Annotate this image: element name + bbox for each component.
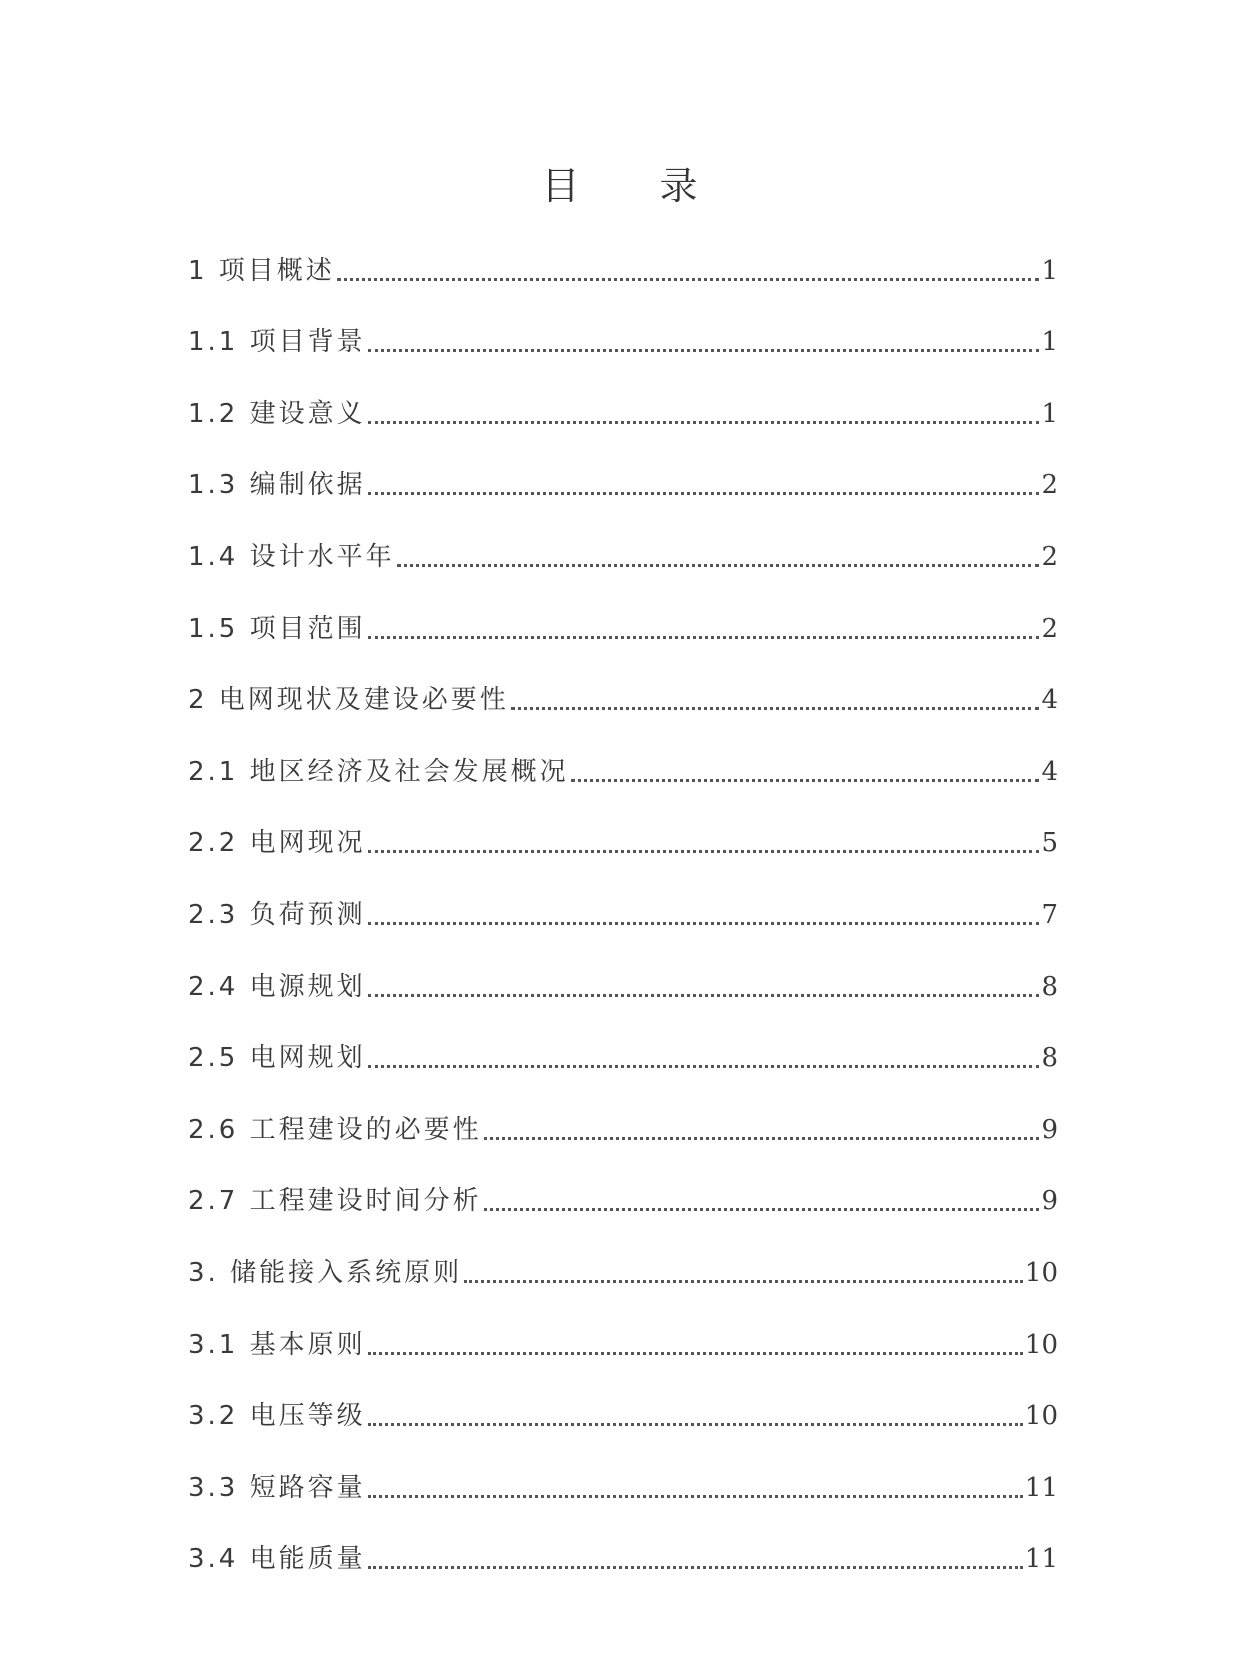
toc-entry[interactable] (188, 1525, 1058, 1597)
dot-leader (368, 636, 1040, 639)
toc-title: 目 录 (541, 164, 732, 208)
toc-entry[interactable] (188, 594, 1058, 666)
toc-entry[interactable] (188, 1095, 1058, 1167)
toc-entry-label: 1.3 编制依据 (188, 470, 366, 501)
dot-leader (397, 564, 1040, 567)
dot-leader (464, 1280, 1023, 1283)
toc-entry-label: 3.2 电压等级 (188, 1401, 366, 1432)
toc-entry-page: 1 (1041, 327, 1058, 358)
toc-entry-label: 2.4 电源规划 (188, 971, 366, 1002)
toc-entry-label: 3.1 基本原则 (188, 1329, 366, 1360)
dot-leader (368, 922, 1040, 925)
toc-entry-label: 1 项目概述 (188, 255, 335, 286)
toc-entry-label: 1.4 设计水平年 (188, 541, 395, 572)
toc-entry[interactable] (188, 737, 1058, 809)
toc-entry-page: 2 (1041, 541, 1058, 572)
table-of-contents (188, 236, 1058, 1596)
dot-leader (368, 1352, 1023, 1355)
toc-entry[interactable] (188, 451, 1058, 523)
toc-entry-page: 10 (1024, 1401, 1058, 1432)
toc-entry-label: 2 电网现状及建设必要性 (188, 685, 509, 716)
toc-entry-label: 2.3 负荷预测 (188, 899, 366, 930)
dot-leader (484, 1208, 1040, 1211)
toc-entry-page: 2 (1041, 470, 1058, 501)
toc-entry-page: 4 (1041, 685, 1058, 716)
toc-entry[interactable] (188, 1238, 1058, 1310)
toc-entry-page: 4 (1041, 756, 1058, 787)
toc-entry[interactable] (188, 379, 1058, 451)
dot-leader (368, 850, 1040, 853)
toc-entry-page: 9 (1041, 1114, 1058, 1145)
toc-entry-label: 3.4 电能质量 (188, 1544, 366, 1575)
toc-entry-label: 3. 储能接入系统原则 (188, 1257, 463, 1288)
dot-leader (368, 1065, 1040, 1068)
toc-entry-label: 1.5 项目范围 (188, 613, 366, 644)
toc-entry-page: 1 (1041, 255, 1058, 286)
toc-entry-page: 7 (1041, 899, 1058, 930)
dot-leader (368, 994, 1040, 997)
toc-entry-label: 2.1 地区经济及社会发展概况 (188, 756, 569, 787)
toc-entry[interactable] (188, 1382, 1058, 1454)
toc-entry-page: 8 (1041, 971, 1058, 1002)
toc-entry[interactable] (188, 308, 1058, 380)
toc-entry[interactable] (188, 880, 1058, 952)
toc-entry[interactable] (188, 952, 1058, 1024)
toc-entry-page: 1 (1041, 398, 1058, 429)
dot-leader (337, 278, 1040, 281)
toc-entry-page: 9 (1041, 1186, 1058, 1217)
toc-entry-label: 2.5 电网规划 (188, 1043, 366, 1074)
dot-leader (368, 1495, 1023, 1498)
toc-entry-label: 2.7 工程建设时间分析 (188, 1186, 482, 1217)
toc-entry-page: 10 (1024, 1257, 1058, 1288)
toc-entry[interactable] (188, 236, 1058, 308)
dot-leader (368, 349, 1040, 352)
toc-entry-page: 10 (1024, 1329, 1058, 1360)
toc-entry[interactable] (188, 1310, 1058, 1382)
dot-leader (368, 492, 1040, 495)
toc-entry-label: 1.2 建设意义 (188, 398, 366, 429)
dot-leader (368, 1423, 1023, 1426)
toc-entry-label: 1.1 项目背景 (188, 327, 366, 358)
toc-entry[interactable] (188, 522, 1058, 594)
dot-leader (368, 421, 1040, 424)
toc-entry[interactable] (188, 1167, 1058, 1239)
toc-entry[interactable] (188, 666, 1058, 738)
toc-entry-page: 5 (1041, 828, 1058, 859)
toc-entry[interactable] (188, 809, 1058, 881)
toc-entry-page: 8 (1041, 1043, 1058, 1074)
dot-leader (368, 1566, 1023, 1569)
dot-leader (571, 779, 1040, 782)
toc-entry-label: 2.2 电网现况 (188, 828, 366, 859)
toc-entry-page: 11 (1024, 1472, 1058, 1503)
toc-entry-label: 2.6 工程建设的必要性 (188, 1114, 482, 1145)
toc-entry[interactable] (188, 1024, 1058, 1096)
toc-entry[interactable] (188, 1453, 1058, 1525)
toc-entry-label: 3.3 短路容量 (188, 1472, 366, 1503)
dot-leader (484, 1137, 1040, 1140)
dot-leader (511, 707, 1040, 710)
toc-entry-page: 2 (1041, 613, 1058, 644)
toc-entry-page: 11 (1024, 1544, 1058, 1575)
